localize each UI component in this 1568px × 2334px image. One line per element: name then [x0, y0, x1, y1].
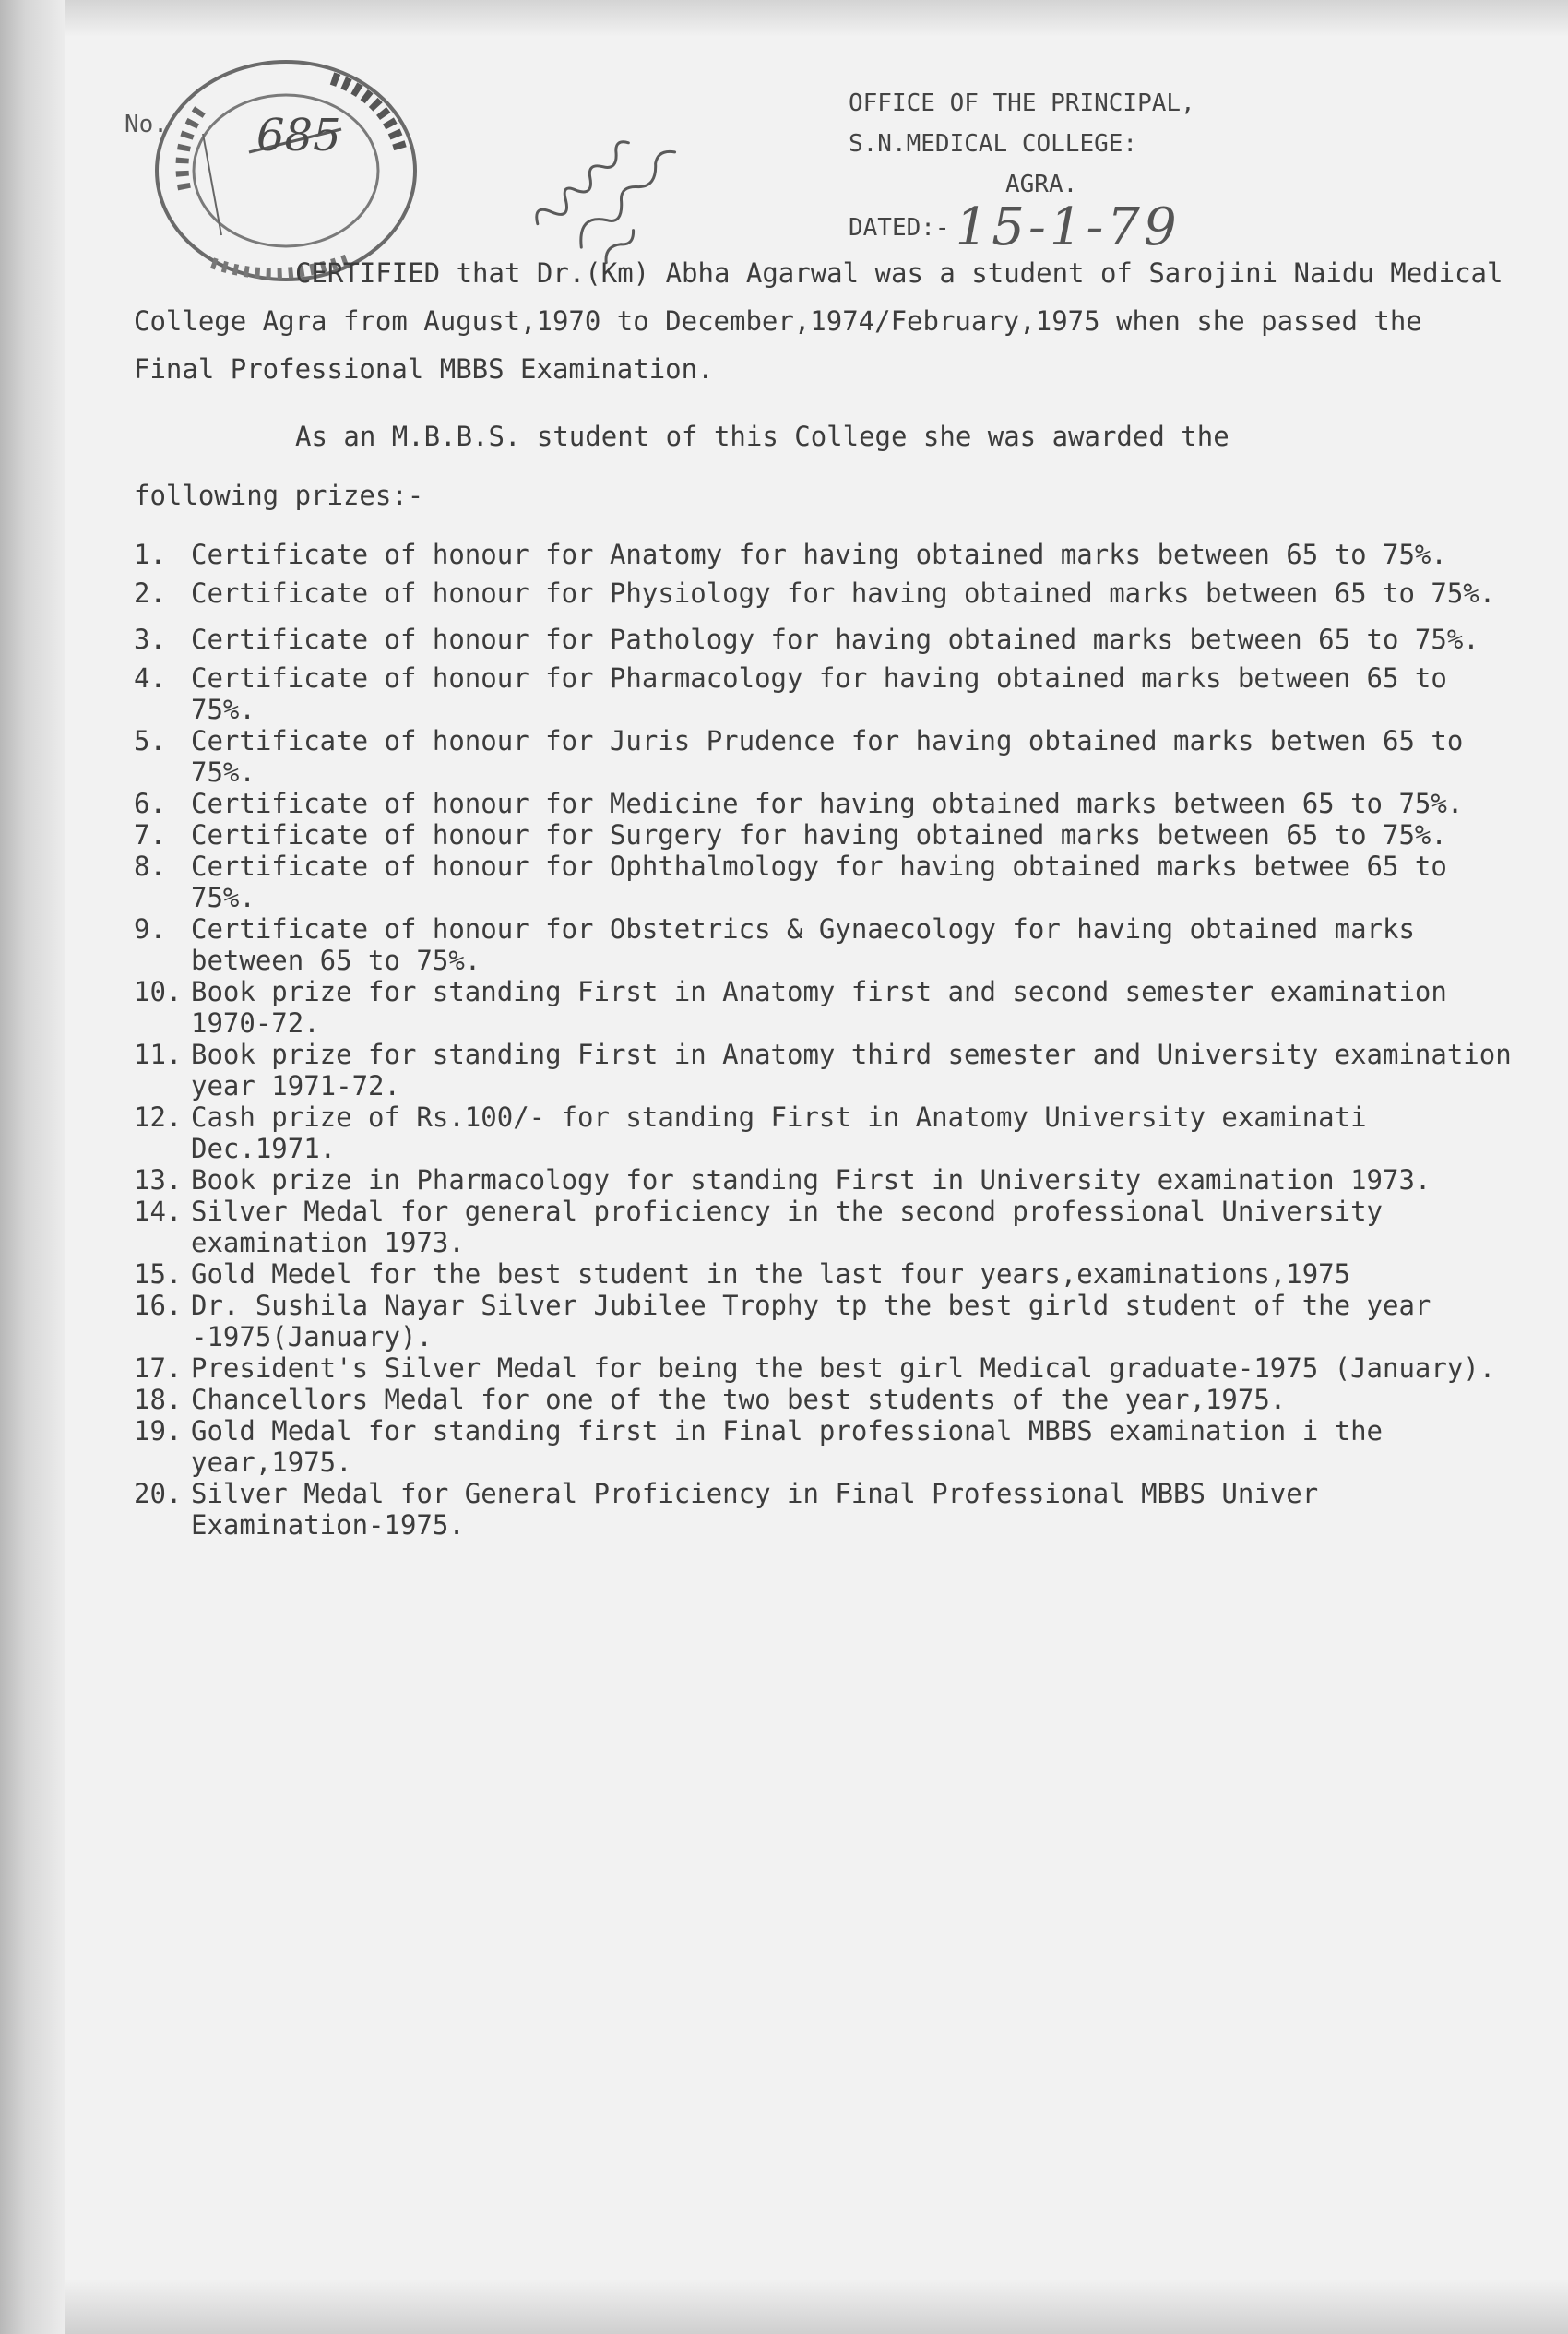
list-item-number: 11. — [134, 1039, 183, 1070]
list-item-number: 7. — [134, 819, 166, 851]
list-item-text: Chancellors Medal for one of the two best students of the year,1975. — [191, 1384, 1287, 1415]
list-item-text: Cash prize of Rs.100/- for standing First in Anatomy University examinati Dec.1971. — [191, 1102, 1367, 1164]
list-item-text: Certificate of honour for Physiology for having obtained marks between 65 to 75%. — [191, 578, 1496, 609]
list-item-number: 16. — [134, 1290, 183, 1321]
list-item-text: Certificate of honour for Obstetrics & Gynaecology for having obtained marks between 65 to 75%. — [191, 913, 1415, 976]
list-item-text: Book prize for standing First in Anatomy first and second semester examination 1970-72. — [191, 976, 1447, 1039]
list-item-number: 17. — [134, 1352, 183, 1384]
prizes-intro: As an M.B.B.S. student of this College she was awarded the — [295, 421, 1229, 452]
list-item — [134, 662, 1517, 725]
list-item — [134, 1352, 1517, 1384]
list-item — [134, 913, 1517, 976]
date-value: 15-1-79 — [955, 197, 1181, 257]
list-item-number: 4. — [134, 662, 166, 694]
list-item-text: Certificate of honour for Pathology for having obtained marks between 65 to 75%. — [191, 624, 1479, 655]
office-header — [849, 83, 1195, 257]
list-item — [134, 570, 1517, 616]
list-item — [134, 1164, 1517, 1196]
list-item-number: 10. — [134, 976, 183, 1007]
list-item-number: 1. — [134, 539, 166, 570]
list-item — [134, 1290, 1517, 1352]
certificate-body — [134, 249, 1517, 1541]
header-city: AGRA. — [1005, 171, 1078, 198]
list-item — [134, 851, 1517, 913]
list-item — [134, 725, 1517, 788]
list-item-text: President's Silver Medal for being the best girl Medical graduate-1975 (January). — [191, 1352, 1496, 1384]
list-item — [134, 1102, 1517, 1164]
list-item-text: Certificate of honour for Surgery for having obtained marks between 65 to 75%. — [191, 819, 1447, 851]
list-item-number: 13. — [134, 1164, 183, 1196]
list-item-text: Certificate of honour for Medicine for having obtained marks between 65 to 75%. — [191, 788, 1464, 819]
list-item-number: 19. — [134, 1415, 183, 1447]
list-item — [134, 1415, 1517, 1478]
prize-list — [134, 539, 1517, 1541]
list-item-number: 15. — [134, 1258, 183, 1290]
list-item — [134, 1196, 1517, 1258]
list-item — [134, 1384, 1517, 1415]
list-item-text: Gold Medal for standing first in Final professional MBBS examination i the year,1975. — [191, 1415, 1384, 1478]
self-attested-signature — [480, 37, 784, 277]
list-item-text: Book prize in Pharmacology for standing First in University examination 1973. — [191, 1164, 1431, 1196]
number-label: No. — [125, 111, 168, 138]
list-item — [134, 1039, 1517, 1102]
list-item — [134, 1258, 1517, 1290]
list-item-number: 2. — [134, 578, 166, 609]
handwritten-stamp-number: 685 — [256, 110, 341, 161]
list-item-text: Silver Medal for general proficiency in the second professional University examination 1973. — [191, 1196, 1384, 1258]
list-item — [134, 976, 1517, 1039]
list-item-number: 18. — [134, 1384, 183, 1415]
scan-left-edge — [0, 0, 65, 2334]
list-item-number: 20. — [134, 1478, 183, 1509]
list-item-text: Certificate of honour for Anatomy for having obtained marks between 65 to 75%. — [191, 539, 1447, 570]
scan-top-shade — [65, 0, 1568, 37]
header-office: OFFICE OF THE PRINCIPAL, — [849, 89, 1195, 117]
list-item — [134, 539, 1517, 570]
list-item-text: Gold Medel for the best student in the last four years,examinations,1975 — [191, 1258, 1351, 1290]
certificate-paragraph: CERTIFIED that Dr.(Km) Abha Agarwal was a student of Sarojini Naidu Medical College Agra from August,1970 to December,1974/February,1975 when she passed the Final Professional MBBS Examination. — [134, 257, 1503, 385]
list-item-number: 12. — [134, 1102, 183, 1133]
list-item — [134, 819, 1517, 851]
list-item — [134, 1478, 1517, 1541]
list-item-text: Silver Medal for General Proficiency in Final Professional MBBS Univer Examination-1975. — [191, 1478, 1319, 1541]
scan-bottom-shade — [65, 2279, 1568, 2334]
list-item-number: 6. — [134, 788, 166, 819]
list-item — [134, 788, 1517, 819]
header-college: S.N.MEDICAL COLLEGE: — [849, 130, 1138, 158]
list-item-number: 14. — [134, 1196, 183, 1227]
list-item-number: 3. — [134, 624, 166, 655]
list-item-text: Dr. Sushila Nayar Silver Jubilee Trophy tp the best girld student of the year -1975(January). — [191, 1290, 1431, 1352]
list-item-text: Certificate of honour for Ophthalmology for having obtained marks betwee 65 to 75%. — [191, 851, 1447, 913]
list-item-text: Certificate of honour for Juris Prudence for having obtained marks betwen 65 to 75%. — [191, 725, 1464, 788]
list-item-number: 5. — [134, 725, 166, 756]
list-item-number: 8. — [134, 851, 166, 882]
list-item-text: Certificate of honour for Pharmacology for having obtained marks between 65 to 75%. — [191, 662, 1447, 725]
list-item-number: 9. — [134, 913, 166, 945]
list-item — [134, 616, 1517, 662]
date-row — [849, 197, 1195, 257]
list-item-text: Book prize for standing First in Anatomy third semester and University examination year 1971-72. — [191, 1039, 1512, 1102]
date-label: DATED:- — [849, 214, 950, 242]
prizes-label: following prizes:- — [134, 480, 424, 511]
